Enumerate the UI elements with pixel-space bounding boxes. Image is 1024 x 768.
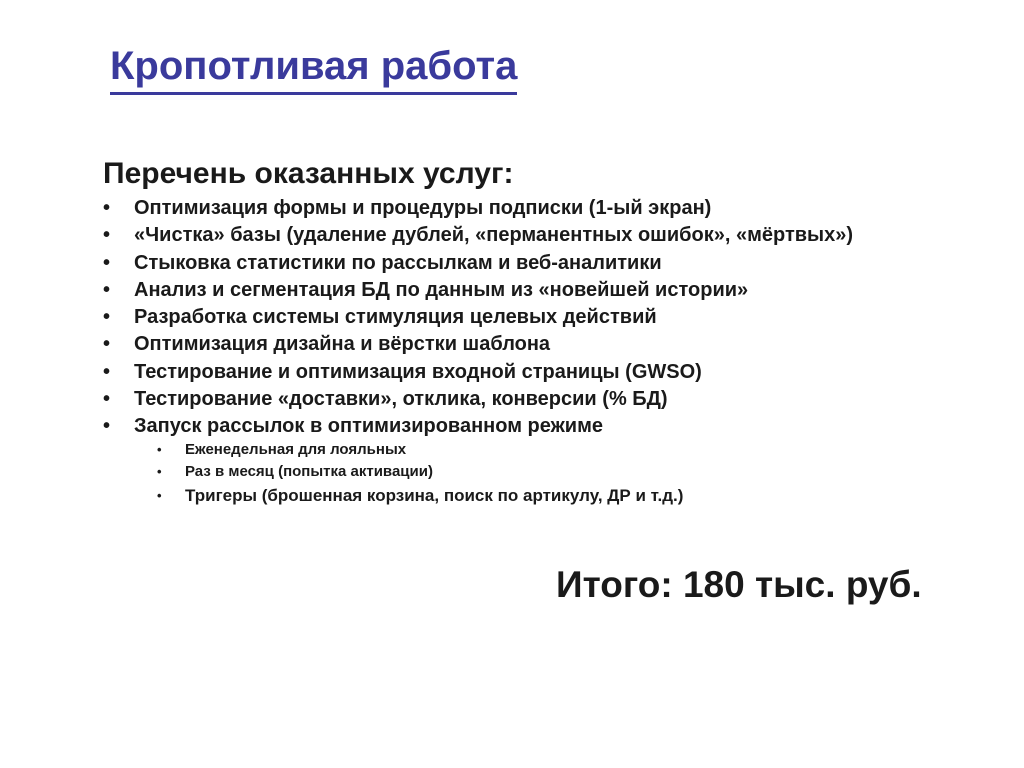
sub-list-item [157,439,683,461]
sub-list-item-text: Тригеры (брошенная корзина, поиск по артикулу, ДР и т.д.) [185,486,684,505]
list-item [103,222,853,249]
list-item [103,250,853,277]
list-item [103,413,853,440]
list-item [103,304,853,331]
list-item-text: Анализ и сегментация БД по данным из «новейшей истории» [134,278,749,301]
bullet-icon: • [157,464,162,479]
mailing-sublist [157,439,683,509]
list-item [103,195,853,222]
bullet-icon: • [103,197,111,219]
services-list [103,195,853,441]
bullet-icon: • [157,488,162,503]
list-item-text: «Чистка» базы (удаление дублей, «перманентных ошибок», «мёртвых») [134,224,854,247]
bullet-icon: • [103,360,111,383]
list-item [103,359,853,386]
bullet-icon: • [103,388,111,411]
list-item-text: Тестирование «доставки», отклика, конверсии (% БД) [134,388,668,411]
list-item-text: Оптимизация формы и процедуры подписки (1-ый экран) [134,197,712,219]
list-item-text: Стыковка статистики по рассылкам и веб-аналитики [134,251,662,274]
total-price: Итого: 180 тыс. руб. [556,564,922,605]
bullet-icon: • [103,415,111,438]
list-item [103,386,853,413]
bullet-icon: • [103,333,111,356]
bullet-icon: • [103,224,111,247]
sub-list-item [157,483,683,509]
list-item-text: Тестирование и оптимизация входной страницы (GWSO) [134,360,702,383]
services-heading: Перечень оказанных услуг: [103,157,514,190]
list-item [103,331,853,358]
bullet-icon: • [103,251,111,274]
bullet-icon: • [103,278,111,301]
list-item [103,277,853,304]
list-item-text: Разработка системы стимуляция целевых действий [134,306,657,329]
bullet-icon: • [103,306,111,329]
list-item-text: Оптимизация дизайна и вёрстки шаблона [134,333,551,356]
list-item-text: Запуск рассылок в оптимизированном режиме [134,415,604,438]
slide-title: Кропотливая работа [110,42,517,95]
sub-list-item [157,461,683,483]
bullet-icon: • [157,442,162,457]
sub-list-item-text: Еженедельная для лояльных [185,441,407,458]
sub-list-item-text: Раз в месяц (попытка активации) [185,463,433,480]
